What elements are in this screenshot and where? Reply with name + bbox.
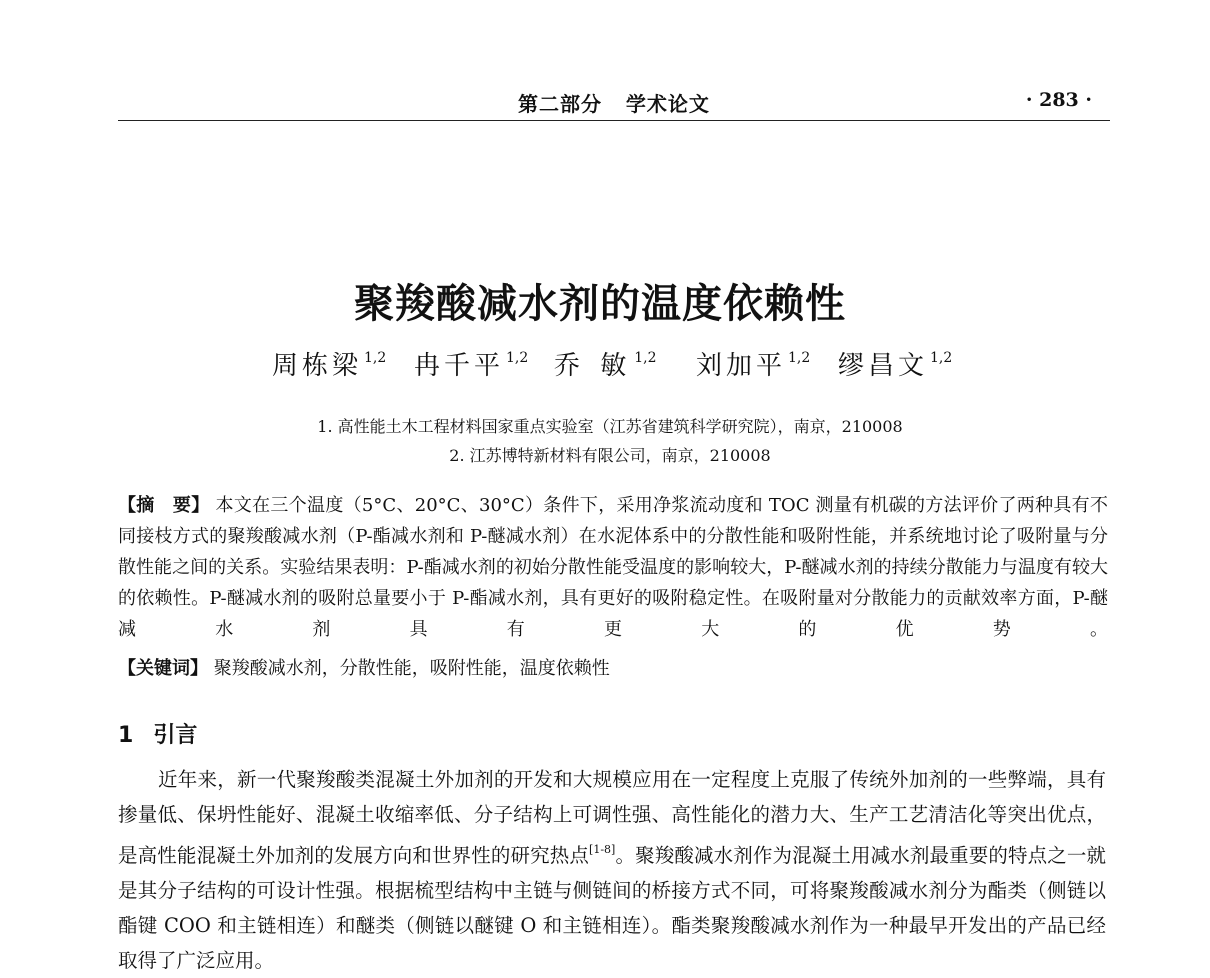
- keywords-text: 聚羧酸减水剂，分散性能，吸附性能，温度依赖性: [213, 658, 610, 679]
- keywords: [118, 653, 1108, 684]
- paragraph-text-continued: 。聚羧酸减水剂作为混凝土用减水剂最重要的特点之一就是其分子结构的可设计性强。根据梳型结构中主链与侧链间的桥接方式不同，可将聚羧酸减水剂分为酯类（侧链以酯键 COO 和主链相连）和醚类（侧链以醚键 O 和主链相连）。酯类聚羧酸减水剂作为一种最早开发出的产品已经取得了广泛应用。: [118, 844, 1106, 972]
- author-name: 缪昌文: [838, 351, 929, 381]
- section-label: 第二部分 学术论文: [518, 92, 710, 116]
- affiliation-2: 2. 江苏博特新材料有限公司，南京，210008: [449, 446, 771, 465]
- paragraph-text: 近年来，新一代聚羧酸类混凝土外加剂的开发和大规模应用在一定程度上克服了传统外加剂的一些弊端，具有掺量低、保坍性能好、混凝土收缩率低、分子结构上可调性强、高性能化的潜力大、生产工艺清洁化等突出优点，是高性能混凝土外加剂的发展方向和世界性的研究热点: [118, 768, 1106, 867]
- author-affiliation-mark: 1,2: [364, 350, 387, 366]
- author: [838, 345, 952, 382]
- abstract: [118, 490, 1108, 645]
- author: [696, 345, 810, 382]
- author-affiliation-mark: 1,2: [634, 350, 657, 366]
- running-header: [118, 86, 1110, 121]
- abstract-text: 本文在三个温度（5°C、20°C、30°C）条件下，采用净浆流动度和 TOC 测量有机碳的方法评价了两种具有不同接枝方式的聚羧酸减水剂（P-酯减水剂和 P-醚减水剂）在水泥体系中的分散性能和吸附性能，并系统地讨论了吸附量与分散性能之间的关系。实验结果表明：P-酯减水剂的初始分散性能受温度的影响较大，P-醚减水剂的持续分散能力与温度有较大的依赖性。P-醚减水剂的吸附总量要小于 P-酯减水剂，具有更好的吸附稳定性。在吸附量对分散能力的贡献效率方面，P-醚减水剂具有更大的优势。: [118, 495, 1108, 640]
- author: [554, 345, 657, 382]
- keywords-label: 【关键词】: [118, 658, 208, 679]
- section-heading: [118, 718, 197, 749]
- author-name: 冉千平: [414, 351, 505, 381]
- body-paragraph: [118, 762, 1106, 978]
- author-affiliation-mark: 1,2: [506, 350, 529, 366]
- page-number: · 283 ·: [1025, 89, 1092, 111]
- section-title: 引言: [153, 723, 198, 748]
- author-affiliation-mark: 1,2: [788, 350, 811, 366]
- author-list: [272, 345, 972, 385]
- author-name: 乔 敏: [554, 351, 633, 381]
- section-number: 1: [118, 723, 134, 748]
- paper-title: 聚羧酸减水剂的温度依赖性: [354, 280, 846, 327]
- abstract-label: 【摘 要】: [118, 495, 210, 516]
- author: [272, 345, 386, 382]
- author-affiliation-mark: 1,2: [930, 350, 953, 366]
- author: [414, 345, 528, 382]
- affiliation-1: 1. 高性能土木工程材料国家重点实验室（江苏省建筑科学研究院），南京，210008: [317, 417, 903, 436]
- author-name: 周栋梁: [272, 351, 363, 381]
- author-name: 刘加平: [696, 351, 787, 381]
- citation: [1-8]: [589, 843, 616, 856]
